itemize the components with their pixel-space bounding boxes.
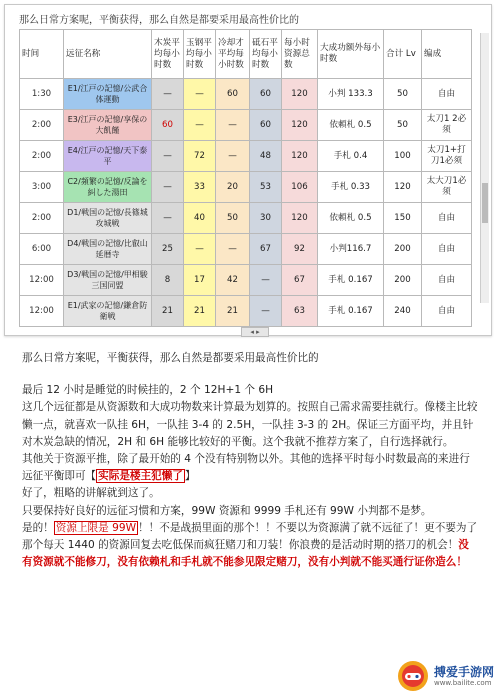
- cell-price: 240: [384, 296, 422, 327]
- article-paragraph: 最后 12 小时是睡觉的时候挂的，2 个 12H+1 个 6H: [22, 384, 274, 397]
- expedition-table: [19, 29, 472, 327]
- article-lead: 那么日常方案呢，平衡获得，那么自然是都要采用最高性价比的: [22, 352, 319, 364]
- cell-total: 63: [282, 296, 318, 327]
- cell-time: 1:30: [20, 79, 64, 110]
- table-row: [20, 234, 472, 265]
- cell-stone: 48: [250, 141, 282, 172]
- site-watermark: [396, 659, 494, 693]
- cell-wood: 25: [152, 234, 184, 265]
- cell-cold: 20: [216, 172, 250, 203]
- cell-gold: 17: [184, 265, 216, 296]
- cell-form: 自由: [422, 265, 472, 296]
- table-row: [20, 141, 472, 172]
- cell-time: 12:00: [20, 265, 64, 296]
- article-paragraph: [22, 451, 478, 485]
- col-header: 木炭平均每小时数: [152, 30, 184, 79]
- cell-time: 2:00: [20, 110, 64, 141]
- cell-name: C2/頻繁の記憶/反論を糾した湯田: [64, 172, 152, 203]
- cell-price: 150: [384, 203, 422, 234]
- watermark-url: www.bailite.com: [433, 678, 492, 687]
- highlight-text: 实际是楼主犯懒了: [98, 470, 183, 483]
- expand-arrow-icon: ◂ ▸: [241, 327, 269, 337]
- cell-stone: 60: [250, 79, 282, 110]
- highlight-text: 资源上限是 99W: [55, 521, 137, 534]
- cell-stone: 53: [250, 172, 282, 203]
- cell-total: 120: [282, 110, 318, 141]
- col-header: 远征名称: [64, 30, 152, 79]
- cell-wood: 60: [152, 110, 184, 141]
- cell-name: D4/戦国の記憶/比叡山延暦寺: [64, 234, 152, 265]
- highlight-text: 没有资源就不能修刀，没有依赖札和手札就不能参见限定赌刀，没有小判就不能买通行证你造么！: [22, 539, 469, 569]
- vertical-scrollbar: [480, 33, 489, 303]
- cell-form: 太刀1+打刀1必须: [422, 141, 472, 172]
- cell-price: 100: [384, 141, 422, 172]
- cell-form: 自由: [422, 79, 472, 110]
- cell-gold: —: [184, 110, 216, 141]
- screenshot-caption: 那么日常方案呢，平衡获得，那么自然是都要采用最高性价比的: [19, 15, 299, 26]
- cell-reward: 手札 0.4: [318, 141, 384, 172]
- scroll-thumb: [482, 183, 488, 223]
- table-row: [20, 203, 472, 234]
- cell-gold: 33: [184, 172, 216, 203]
- cell-gold: 21: [184, 296, 216, 327]
- game-logo-icon: [396, 659, 430, 693]
- article-paragraph: [22, 520, 478, 572]
- table-row: [20, 172, 472, 203]
- text-run: 其他关于资源平推，除了最开始的 4 个没有特别物以外。其他的选择平时每小时数最高的来进行远征平衡即可【: [22, 453, 470, 483]
- cell-stone: 30: [250, 203, 282, 234]
- cell-name: E1/武家の記憶/鎌倉防衛戦: [64, 296, 152, 327]
- col-header: 每小时资源总数: [282, 30, 318, 79]
- cell-price: 50: [384, 110, 422, 141]
- text-run: 】: [184, 470, 196, 483]
- cell-form: 自由: [422, 234, 472, 265]
- table-row: [20, 296, 472, 327]
- col-header: 编成: [422, 30, 472, 79]
- cell-total: 120: [282, 141, 318, 172]
- article-body: [22, 350, 478, 571]
- cell-cold: —: [216, 110, 250, 141]
- cell-reward: 依頼札 0.5: [318, 203, 384, 234]
- table-row: [20, 79, 472, 110]
- cell-price: 200: [384, 234, 422, 265]
- cell-wood: 8: [152, 265, 184, 296]
- embedded-table-screenshot: [4, 4, 492, 336]
- text-run: 是的！: [22, 521, 54, 534]
- cell-name: E1/江戸の記憶/公武合体運動: [64, 79, 152, 110]
- cell-price: 50: [384, 79, 422, 110]
- cell-price: 200: [384, 265, 422, 296]
- cell-gold: 40: [184, 203, 216, 234]
- cell-gold: —: [184, 234, 216, 265]
- cell-gold: 72: [184, 141, 216, 172]
- cell-cold: 21: [216, 296, 250, 327]
- article-paragraph: 只要保持好良好的远征习惯和方案，99W 资源和 9999 手札还有 99W 小判都不是梦。: [22, 504, 432, 517]
- table-row: [20, 265, 472, 296]
- cell-time: 3:00: [20, 172, 64, 203]
- article-paragraph: 好了，粗略的讲解就到这了。: [22, 487, 160, 500]
- col-header: 合计 Lv: [384, 30, 422, 79]
- col-header: 玉钢平均每小时数: [184, 30, 216, 79]
- cell-reward: 小判116.7: [318, 234, 384, 265]
- article-paragraph: 这几个远征都是从资源数和大成功物数来计算最为划算的。按照自己需求需要挂就行。像楼主比较懒一点，就喜欢一队挂 6H，一队挂 3-4 的 2.5H，一队挂 3-3 的 2H。保证三方面平均，并且针对木炭急缺的情况，2H 和 6H 能够比较好的平衡。这个我就不推荐方案了，自行选择就行。: [22, 401, 478, 448]
- cell-total: 67: [282, 265, 318, 296]
- cell-wood: —: [152, 79, 184, 110]
- col-header: 冷却才平均每小时数: [216, 30, 250, 79]
- cell-total: 92: [282, 234, 318, 265]
- cell-time: 2:00: [20, 203, 64, 234]
- cell-gold: —: [184, 79, 216, 110]
- col-header: 砥石平均每小时数: [250, 30, 282, 79]
- cell-reward: 手札 0.167: [318, 296, 384, 327]
- cell-stone: 60: [250, 110, 282, 141]
- cell-time: 12:00: [20, 296, 64, 327]
- watermark-name: 搏爱手游网: [433, 664, 494, 679]
- cell-cold: —: [216, 234, 250, 265]
- table-row: [20, 110, 472, 141]
- cell-form: 自由: [422, 203, 472, 234]
- cell-time: 6:00: [20, 234, 64, 265]
- cell-cold: 50: [216, 203, 250, 234]
- cell-total: 106: [282, 172, 318, 203]
- cell-reward: 手札 0.33: [318, 172, 384, 203]
- cell-total: 120: [282, 203, 318, 234]
- cell-name: E4/江戸の記憶/天下泰平: [64, 141, 152, 172]
- cell-total: 120: [282, 79, 318, 110]
- cell-name: D1/戦国の記憶/長篠城攻城戦: [64, 203, 152, 234]
- cell-reward: 依頼札 0.5: [318, 110, 384, 141]
- cell-stone: —: [250, 265, 282, 296]
- cell-wood: 21: [152, 296, 184, 327]
- cell-time: 2:00: [20, 141, 64, 172]
- cell-wood: —: [152, 172, 184, 203]
- cell-stone: 67: [250, 234, 282, 265]
- cell-form: 自由: [422, 296, 472, 327]
- cell-wood: —: [152, 141, 184, 172]
- cell-name: D3/戦国の記憶/甲相駿三国同盟: [64, 265, 152, 296]
- cell-wood: —: [152, 203, 184, 234]
- cell-cold: 42: [216, 265, 250, 296]
- col-header: 时间: [20, 30, 64, 79]
- cell-name: E3/江戸の記憶/享保の大飢饉: [64, 110, 152, 141]
- cell-cold: —: [216, 141, 250, 172]
- cell-reward: 手札 0.167: [318, 265, 384, 296]
- cell-form: 太刀1 2必须: [422, 110, 472, 141]
- cell-price: 120: [384, 172, 422, 203]
- cell-cold: 60: [216, 79, 250, 110]
- text-run: ！！不是战损里面的那个！！不要以为资源满了就不远征了！更不要为了那个每天 1440 的资源回复去吃低保而疯狂赌刀和刀装！你浪费的是活动时期的搭刀的机会！: [22, 521, 478, 552]
- cell-form: 太大刀1必须: [422, 172, 472, 203]
- cell-reward: 小判 133.3: [318, 79, 384, 110]
- col-header: 大成功额外每小时数: [318, 30, 384, 79]
- cell-stone: —: [250, 296, 282, 327]
- table-header-row: [20, 30, 472, 79]
